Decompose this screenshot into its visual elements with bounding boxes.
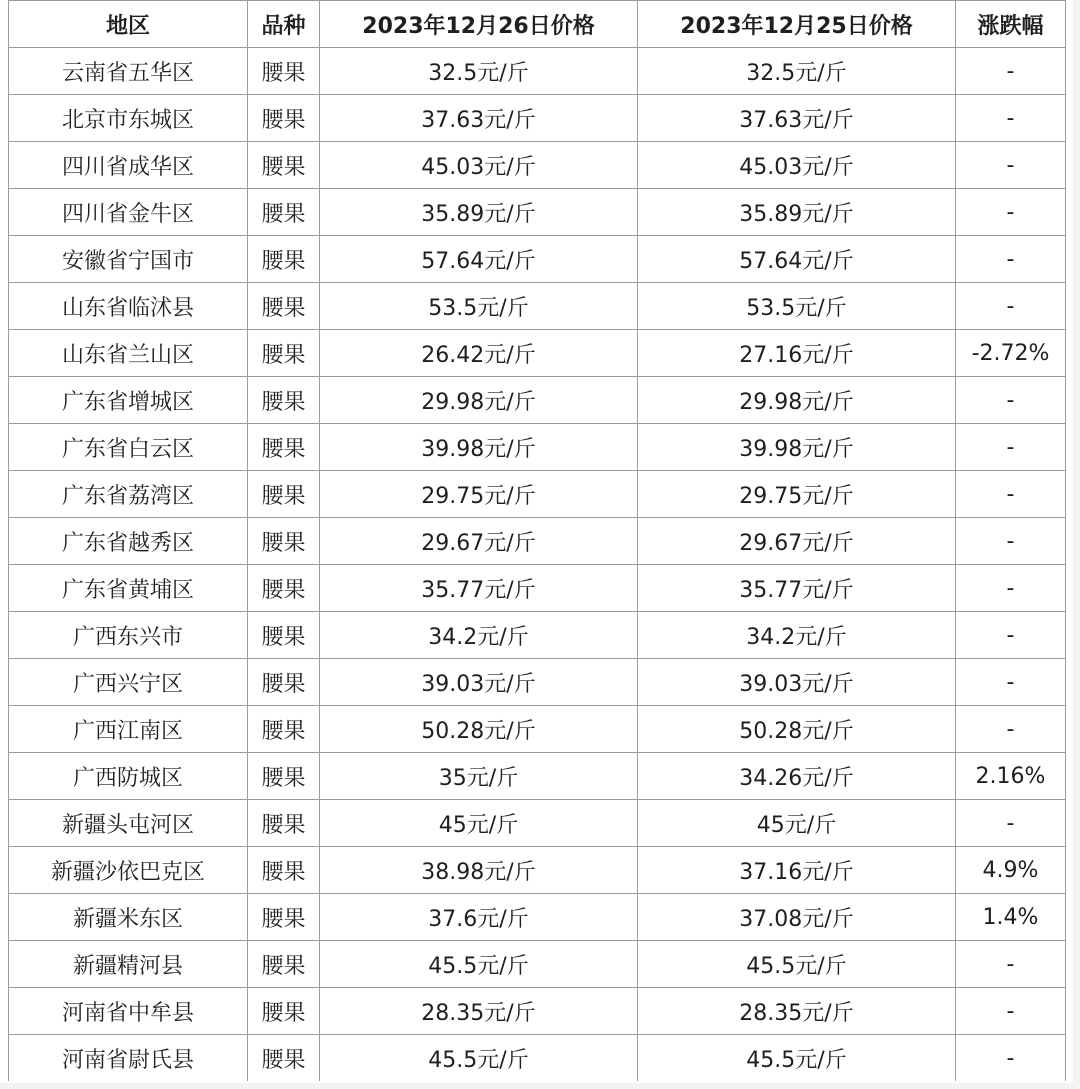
cell-region: 新疆沙依巴克区 — [9, 847, 248, 894]
cell-price-dec26: 38.98元/斤 — [320, 847, 638, 894]
cell-change: - — [956, 95, 1066, 142]
cell-change: - — [956, 518, 1066, 565]
cell-price-dec25: 37.63元/斤 — [638, 95, 956, 142]
cell-price-dec26: 45.5元/斤 — [320, 1035, 638, 1082]
cell-price-dec25: 37.16元/斤 — [638, 847, 956, 894]
cell-price-dec26: 45.5元/斤 — [320, 941, 638, 988]
cell-price-dec25: 27.16元/斤 — [638, 330, 956, 377]
table-row — [9, 424, 1066, 471]
cell-variety: 腰果 — [248, 236, 320, 283]
cell-change: - — [956, 800, 1066, 847]
cell-price-dec25: 39.98元/斤 — [638, 424, 956, 471]
table-row — [9, 471, 1066, 518]
cell-price-dec25: 35.89元/斤 — [638, 189, 956, 236]
cell-variety: 腰果 — [248, 941, 320, 988]
cell-price-dec26: 35元/斤 — [320, 753, 638, 800]
cell-change: - — [956, 283, 1066, 330]
cell-region: 新疆头屯河区 — [9, 800, 248, 847]
cell-variety: 腰果 — [248, 1035, 320, 1082]
cell-change: - — [956, 189, 1066, 236]
cell-change: - — [956, 1035, 1066, 1082]
table-row — [9, 894, 1066, 941]
cell-change: - — [956, 988, 1066, 1035]
cell-variety: 腰果 — [248, 283, 320, 330]
cell-price-dec26: 34.2元/斤 — [320, 612, 638, 659]
header-price-dec25: 2023年12月25日价格 — [638, 1, 956, 48]
cell-variety: 腰果 — [248, 847, 320, 894]
cell-change: - — [956, 48, 1066, 95]
cell-region: 北京市东城区 — [9, 95, 248, 142]
cell-price-dec26: 45.03元/斤 — [320, 142, 638, 189]
cell-change: - — [956, 471, 1066, 518]
cell-region: 山东省兰山区 — [9, 330, 248, 377]
cell-variety: 腰果 — [248, 48, 320, 95]
cell-variety: 腰果 — [248, 753, 320, 800]
cell-variety: 腰果 — [248, 95, 320, 142]
cell-variety: 腰果 — [248, 471, 320, 518]
cell-variety: 腰果 — [248, 894, 320, 941]
cell-price-dec26: 39.98元/斤 — [320, 424, 638, 471]
table-row — [9, 988, 1066, 1035]
cell-price-dec25: 50.28元/斤 — [638, 706, 956, 753]
cell-change: - — [956, 659, 1066, 706]
cell-variety: 腰果 — [248, 424, 320, 471]
cell-price-dec25: 28.35元/斤 — [638, 988, 956, 1035]
cell-price-dec26: 53.5元/斤 — [320, 283, 638, 330]
cell-change: - — [956, 424, 1066, 471]
cell-price-dec26: 32.5元/斤 — [320, 48, 638, 95]
cell-change: - — [956, 612, 1066, 659]
table-row — [9, 659, 1066, 706]
cell-price-dec25: 29.98元/斤 — [638, 377, 956, 424]
table-row — [9, 377, 1066, 424]
cell-change: 4.9% — [956, 847, 1066, 894]
cell-region: 广东省黄埔区 — [9, 565, 248, 612]
cell-variety: 腰果 — [248, 518, 320, 565]
table-row — [9, 1035, 1066, 1082]
cell-change: - — [956, 706, 1066, 753]
table-row — [9, 330, 1066, 377]
table-row — [9, 236, 1066, 283]
cell-variety: 腰果 — [248, 189, 320, 236]
cell-region: 云南省五华区 — [9, 48, 248, 95]
cell-price-dec26: 39.03元/斤 — [320, 659, 638, 706]
cell-price-dec26: 29.98元/斤 — [320, 377, 638, 424]
cell-price-dec25: 29.75元/斤 — [638, 471, 956, 518]
table-row — [9, 612, 1066, 659]
price-table — [8, 0, 1066, 1081]
cell-variety: 腰果 — [248, 800, 320, 847]
cell-price-dec26: 50.28元/斤 — [320, 706, 638, 753]
cell-price-dec25: 39.03元/斤 — [638, 659, 956, 706]
cell-price-dec26: 26.42元/斤 — [320, 330, 638, 377]
cell-region: 广西东兴市 — [9, 612, 248, 659]
cell-region: 四川省金牛区 — [9, 189, 248, 236]
table-row — [9, 189, 1066, 236]
table-row — [9, 847, 1066, 894]
header-change: 涨跌幅 — [956, 1, 1066, 48]
cell-change: - — [956, 236, 1066, 283]
table-row — [9, 142, 1066, 189]
table-row — [9, 95, 1066, 142]
cell-variety: 腰果 — [248, 565, 320, 612]
cell-price-dec25: 37.08元/斤 — [638, 894, 956, 941]
cell-region: 广西江南区 — [9, 706, 248, 753]
cell-price-dec26: 35.89元/斤 — [320, 189, 638, 236]
cell-change: 2.16% — [956, 753, 1066, 800]
cell-variety: 腰果 — [248, 659, 320, 706]
page-edge-right — [1073, 0, 1080, 1089]
cell-variety: 腰果 — [248, 706, 320, 753]
cell-region: 广东省增城区 — [9, 377, 248, 424]
cell-region: 安徽省宁国市 — [9, 236, 248, 283]
cell-price-dec25: 34.2元/斤 — [638, 612, 956, 659]
table-header-row — [9, 1, 1066, 48]
cell-change: -2.72% — [956, 330, 1066, 377]
table-row — [9, 565, 1066, 612]
table-row — [9, 518, 1066, 565]
cell-price-dec25: 29.67元/斤 — [638, 518, 956, 565]
cell-price-dec25: 32.5元/斤 — [638, 48, 956, 95]
cell-variety: 腰果 — [248, 142, 320, 189]
cell-region: 新疆米东区 — [9, 894, 248, 941]
cell-variety: 腰果 — [248, 988, 320, 1035]
cell-variety: 腰果 — [248, 612, 320, 659]
cell-region: 广西兴宁区 — [9, 659, 248, 706]
table-body — [9, 48, 1066, 1082]
table-row — [9, 706, 1066, 753]
header-region: 地区 — [9, 1, 248, 48]
cell-price-dec26: 35.77元/斤 — [320, 565, 638, 612]
cell-price-dec25: 34.26元/斤 — [638, 753, 956, 800]
cell-region: 广东省越秀区 — [9, 518, 248, 565]
cell-price-dec25: 45元/斤 — [638, 800, 956, 847]
cell-price-dec25: 45.03元/斤 — [638, 142, 956, 189]
cell-change: - — [956, 565, 1066, 612]
table-row — [9, 941, 1066, 988]
cell-region: 河南省中牟县 — [9, 988, 248, 1035]
cell-region: 新疆精河县 — [9, 941, 248, 988]
cell-change: - — [956, 941, 1066, 988]
cell-price-dec26: 29.75元/斤 — [320, 471, 638, 518]
cell-price-dec25: 45.5元/斤 — [638, 941, 956, 988]
table-row — [9, 283, 1066, 330]
cell-price-dec25: 45.5元/斤 — [638, 1035, 956, 1082]
cell-variety: 腰果 — [248, 377, 320, 424]
cell-price-dec26: 57.64元/斤 — [320, 236, 638, 283]
table-row — [9, 800, 1066, 847]
cell-region: 山东省临沭县 — [9, 283, 248, 330]
cell-price-dec25: 57.64元/斤 — [638, 236, 956, 283]
cell-region: 广西防城区 — [9, 753, 248, 800]
cell-region: 四川省成华区 — [9, 142, 248, 189]
cell-price-dec26: 37.6元/斤 — [320, 894, 638, 941]
cell-price-dec26: 37.63元/斤 — [320, 95, 638, 142]
table-row — [9, 48, 1066, 95]
page-edge-bottom — [0, 1083, 1080, 1089]
cell-variety: 腰果 — [248, 330, 320, 377]
table-row — [9, 753, 1066, 800]
cell-price-dec26: 28.35元/斤 — [320, 988, 638, 1035]
cell-price-dec25: 53.5元/斤 — [638, 283, 956, 330]
header-variety: 品种 — [248, 1, 320, 48]
cell-change: 1.4% — [956, 894, 1066, 941]
cell-region: 河南省尉氏县 — [9, 1035, 248, 1082]
cell-price-dec26: 45元/斤 — [320, 800, 638, 847]
cell-region: 广东省白云区 — [9, 424, 248, 471]
cell-region: 广东省荔湾区 — [9, 471, 248, 518]
header-price-dec26: 2023年12月26日价格 — [320, 1, 638, 48]
cell-price-dec26: 29.67元/斤 — [320, 518, 638, 565]
cell-change: - — [956, 377, 1066, 424]
cell-price-dec25: 35.77元/斤 — [638, 565, 956, 612]
cell-change: - — [956, 142, 1066, 189]
